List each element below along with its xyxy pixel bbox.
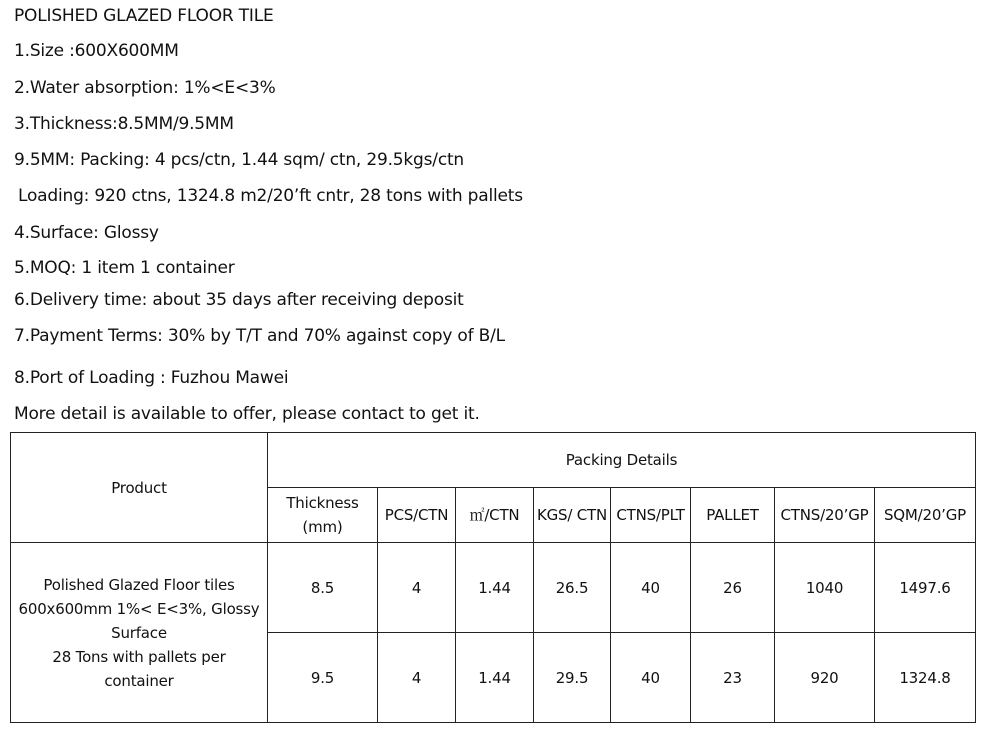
spec-title: POLISHED GLAZED FLOOR TILE — [14, 6, 274, 26]
cell-sqm-20gp: 1497.6 — [875, 543, 976, 633]
col-header-sqm-ctn: ㎡/CTN — [456, 488, 534, 543]
product-description — [11, 543, 268, 723]
cell-sqm-ctn: 1.44 — [456, 633, 534, 723]
spec-moq: 5.MOQ: 1 item 1 container — [14, 258, 235, 278]
spec-thickness: 3.Thickness:8.5MM/9.5MM — [14, 114, 234, 134]
col-header-thickness: Thickness (mm) — [268, 488, 378, 543]
product-desc-line: Surface — [111, 623, 167, 642]
col-header-ctns-plt: CTNS/PLT — [611, 488, 691, 543]
cell-thickness: 9.5 — [268, 633, 378, 723]
col-header-ctns-20gp: CTNS/20’GP — [775, 488, 875, 543]
col-header-pallet: PALLET — [691, 488, 775, 543]
cell-pallet: 26 — [691, 543, 775, 633]
product-desc-line: 600x600mm 1%< E<3%, Glossy — [18, 599, 260, 618]
cell-sqm-ctn: 1.44 — [456, 543, 534, 633]
product-header: Product — [11, 433, 268, 543]
product-desc-line: Polished Glazed Floor tiles — [43, 575, 235, 594]
cell-kgs-ctn: 29.5 — [534, 633, 611, 723]
product-desc-line: 28 Tons with pallets per — [52, 647, 226, 666]
cell-thickness: 8.5 — [268, 543, 378, 633]
col-header-kgs-ctn: KGS/ CTN — [534, 488, 611, 543]
spec-packing: 9.5MM: Packing: 4 pcs/ctn, 1.44 sqm/ ctn, 29.5kgs/ctn — [14, 150, 465, 170]
spec-payment: 7.Payment Terms: 30% by T/T and 70% against copy of B/L — [14, 326, 505, 346]
spec-more-detail: More detail is available to offer, please contact to get it. — [14, 404, 480, 424]
cell-sqm-20gp: 1324.8 — [875, 633, 976, 723]
product-desc-line: container — [104, 671, 174, 690]
cell-pcs-ctn: 4 — [378, 543, 456, 633]
spec-surface: 4.Surface: Glossy — [14, 223, 159, 243]
cell-kgs-ctn: 26.5 — [534, 543, 611, 633]
packing-details-header: Packing Details — [268, 433, 976, 488]
cell-pallet: 23 — [691, 633, 775, 723]
packing-table — [10, 432, 976, 723]
cell-ctns-plt: 40 — [611, 633, 691, 723]
col-header-sqm-20gp: SQM/20’GP — [875, 488, 976, 543]
spec-loading: Loading: 920 ctns, 1324.8 m2/20’ft cntr, 28 tons with pallets — [18, 186, 523, 206]
spec-delivery: 6.Delivery time: about 35 days after receiving deposit — [14, 290, 464, 310]
cell-pcs-ctn: 4 — [378, 633, 456, 723]
col-header-pcs-ctn: PCS/CTN — [378, 488, 456, 543]
cell-ctns-20gp: 920 — [775, 633, 875, 723]
spec-port: 8.Port of Loading : Fuzhou Mawei — [14, 368, 289, 388]
cell-ctns-20gp: 1040 — [775, 543, 875, 633]
cell-ctns-plt: 40 — [611, 543, 691, 633]
spec-size: 1.Size :600X600MM — [14, 41, 179, 61]
spec-water-absorption: 2.Water absorption: 1%<E<3% — [14, 78, 276, 98]
